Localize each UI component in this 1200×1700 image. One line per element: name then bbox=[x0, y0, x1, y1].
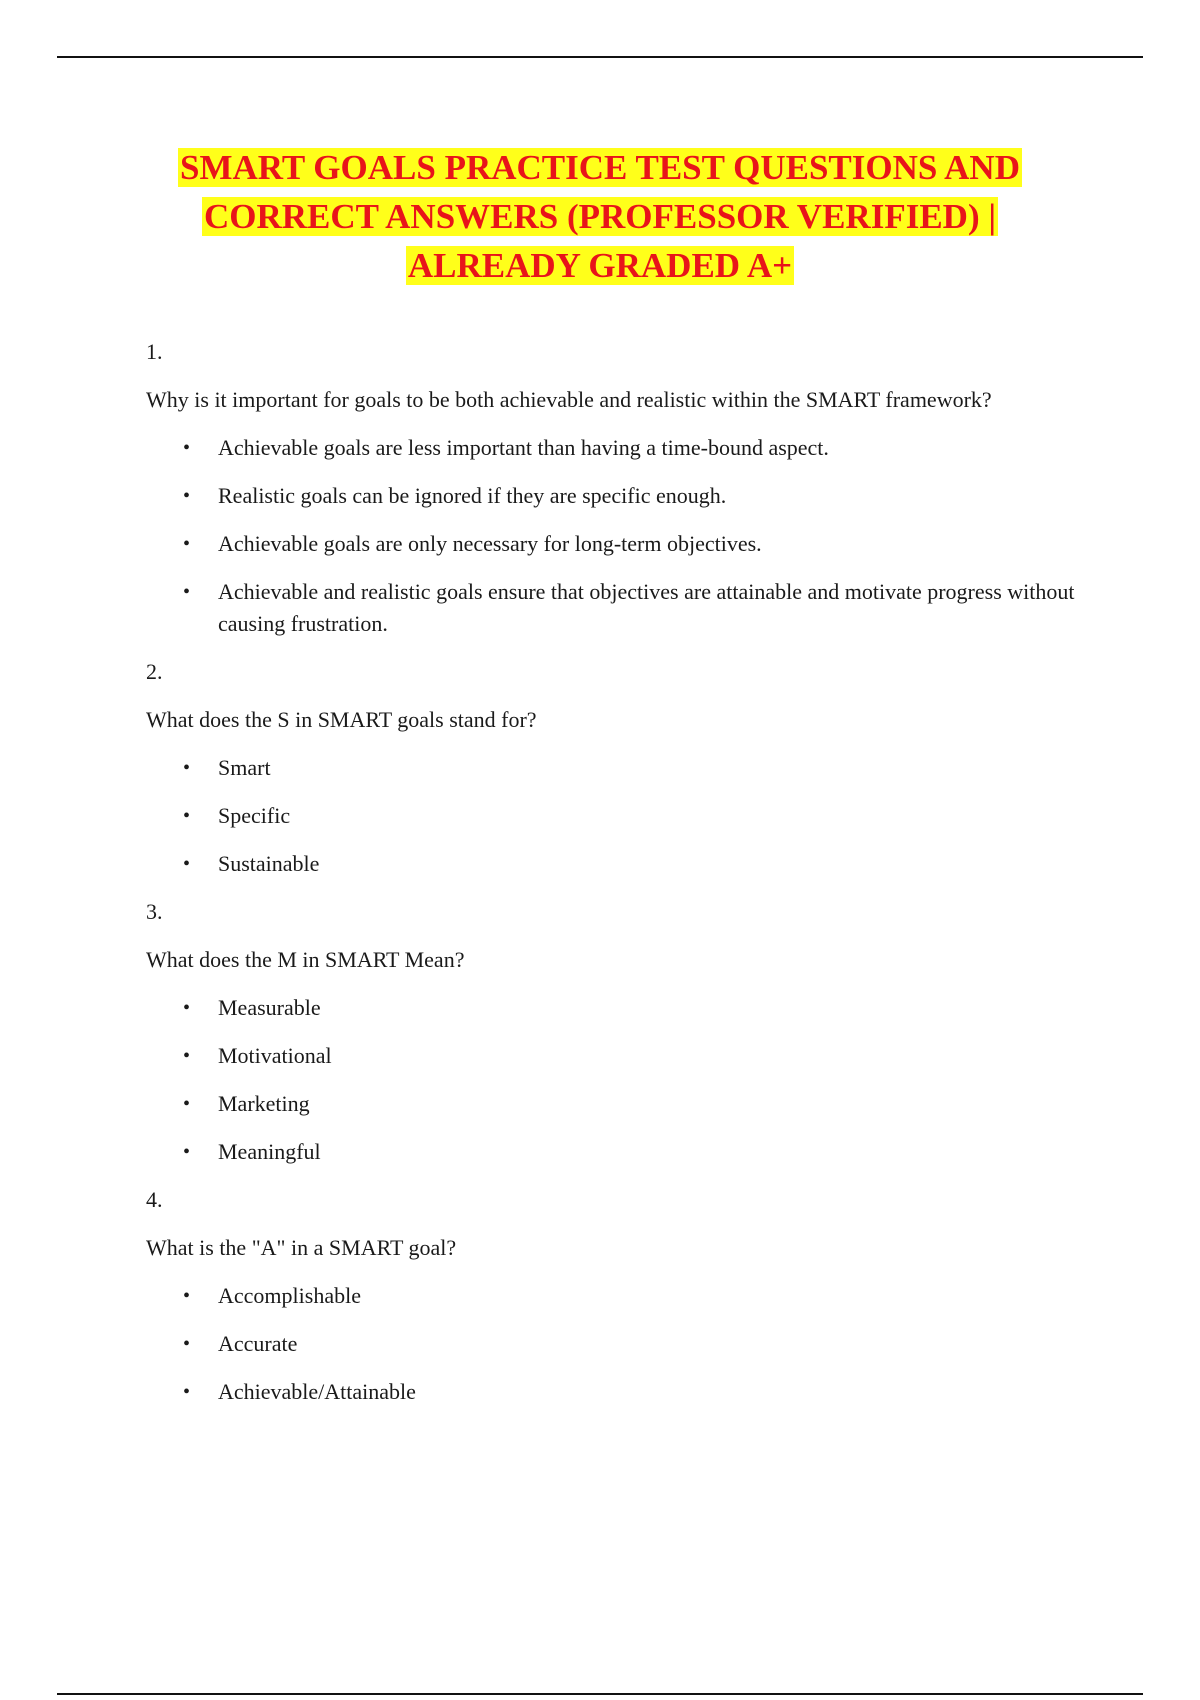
bullet-icon: • bbox=[183, 1141, 191, 1163]
option-text: Meaningful bbox=[218, 1139, 321, 1164]
option-text: Smart bbox=[218, 755, 271, 780]
option-text: Accomplishable bbox=[218, 1283, 361, 1308]
option-item bbox=[146, 1040, 1086, 1072]
option-item bbox=[146, 1328, 1086, 1360]
option-text: Achievable goals are only necessary for long-term objectives. bbox=[218, 531, 762, 556]
question-list bbox=[146, 336, 1086, 1424]
bullet-icon: • bbox=[183, 853, 191, 875]
question-number: 1. bbox=[146, 339, 163, 364]
question-text: What does the M in SMART Mean? bbox=[146, 947, 465, 972]
bullet-icon: • bbox=[183, 485, 191, 507]
option-text: Marketing bbox=[218, 1091, 310, 1116]
footer-rule bbox=[57, 1693, 1143, 1695]
option-list bbox=[146, 992, 1086, 1168]
option-list bbox=[146, 432, 1086, 640]
title-line-text: ALREADY GRADED A+ bbox=[407, 246, 793, 285]
question-number: 2. bbox=[146, 659, 163, 684]
option-item bbox=[146, 1376, 1086, 1408]
title-line bbox=[60, 143, 1140, 192]
option-item bbox=[146, 1280, 1086, 1312]
bullet-icon: • bbox=[183, 1285, 191, 1307]
option-item bbox=[146, 576, 1086, 640]
option-list bbox=[146, 752, 1086, 880]
option-item bbox=[146, 800, 1086, 832]
bullet-icon: • bbox=[183, 1333, 191, 1355]
option-text: Accurate bbox=[218, 1331, 298, 1356]
question-text: What does the S in SMART goals stand for? bbox=[146, 707, 537, 732]
option-text: Realistic goals can be ignored if they are specific enough. bbox=[218, 483, 727, 508]
option-list bbox=[146, 1280, 1086, 1408]
question-text: Why is it important for goals to be both achievable and realistic within the SMART framework? bbox=[146, 387, 992, 412]
option-item bbox=[146, 528, 1086, 560]
option-item bbox=[146, 848, 1086, 880]
bullet-icon: • bbox=[183, 533, 191, 555]
option-text: Measurable bbox=[218, 995, 321, 1020]
option-item bbox=[146, 432, 1086, 464]
question-number: 3. bbox=[146, 899, 163, 924]
document-title bbox=[60, 143, 1140, 290]
bullet-icon: • bbox=[183, 437, 191, 459]
header-rule bbox=[57, 56, 1143, 58]
question-1 bbox=[146, 336, 1086, 640]
bullet-icon: • bbox=[183, 1381, 191, 1403]
option-text: Sustainable bbox=[218, 851, 320, 876]
option-text: Achievable and realistic goals ensure that objectives are attainable and motivate progress without causing frustration. bbox=[218, 579, 1075, 636]
option-text: Achievable/Attainable bbox=[218, 1379, 416, 1404]
question-number: 4. bbox=[146, 1187, 163, 1212]
option-item bbox=[146, 1088, 1086, 1120]
question-2 bbox=[146, 656, 1086, 880]
option-text: Motivational bbox=[218, 1043, 332, 1068]
option-item bbox=[146, 1136, 1086, 1168]
title-line-text: CORRECT ANSWERS (PROFESSOR VERIFIED) | bbox=[203, 197, 997, 236]
option-text: Specific bbox=[218, 803, 291, 828]
bullet-icon: • bbox=[183, 997, 191, 1019]
option-item bbox=[146, 992, 1086, 1024]
question-3 bbox=[146, 896, 1086, 1168]
bullet-icon: • bbox=[183, 581, 191, 603]
bullet-icon: • bbox=[183, 757, 191, 779]
option-text: Achievable goals are less important than having a time-bound aspect. bbox=[218, 435, 829, 460]
question-4 bbox=[146, 1184, 1086, 1408]
option-item bbox=[146, 480, 1086, 512]
title-line bbox=[60, 192, 1140, 241]
title-line bbox=[60, 241, 1140, 290]
question-text: What is the "A" in a SMART goal? bbox=[146, 1235, 457, 1260]
bullet-icon: • bbox=[183, 805, 191, 827]
bullet-icon: • bbox=[183, 1093, 191, 1115]
option-item bbox=[146, 752, 1086, 784]
title-line-text: SMART GOALS PRACTICE TEST QUESTIONS AND bbox=[180, 148, 1020, 187]
bullet-icon: • bbox=[183, 1045, 191, 1067]
